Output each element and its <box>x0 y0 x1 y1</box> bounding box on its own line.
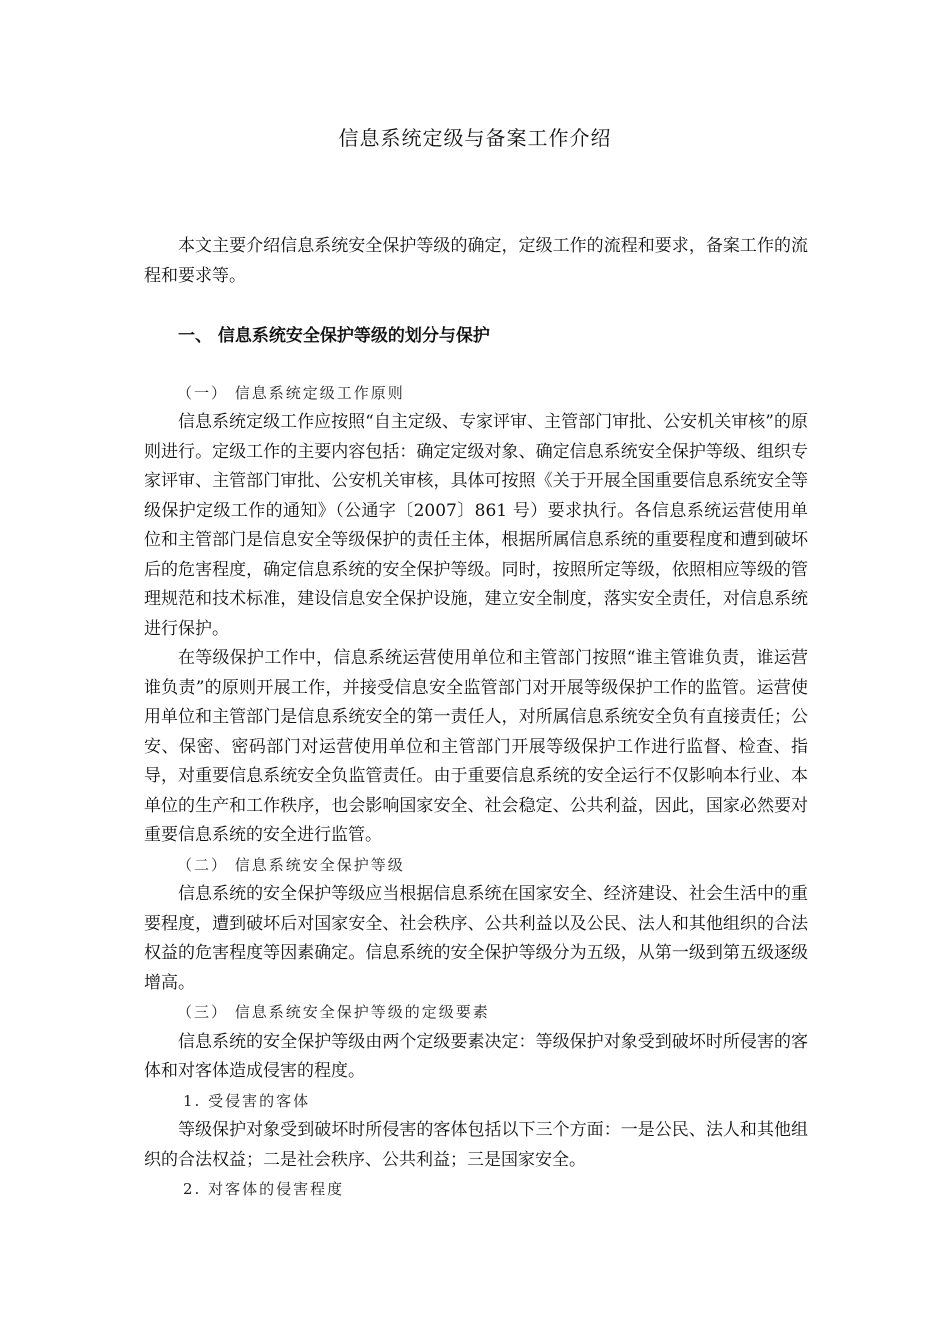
intro-paragraph: 本文主要介绍信息系统安全保护等级的确定，定级工作的流程和要求，备案工作的流程和要求等。 <box>144 236 808 286</box>
subsection-heading-1: （一） 信息系统定级工作原则 <box>177 383 405 402</box>
paragraph: 等级保护对象受到破坏时所侵害的客体包括以下三个方面：一是公民、法人和其他组织的合法权益；二是社会秩序、公共利益；三是国家安全。 <box>144 1120 808 1170</box>
document-title: 信息系统定级与备案工作介绍 <box>338 126 612 150</box>
subsection-heading-2: （二） 信息系统安全保护等级 <box>177 855 405 874</box>
paragraph: 信息系统定级工作应按照“自主定级、专家评审、主管部门审批、公安机关审核”的原则进行。定级工作的主要内容包括：确定定级对象、确定信息系统安全保护等级、组织专家评审、主管部门审批、公安机关审核，具体可按照《关于开展全国重要信息系统安全等级保护定级工作的通知》（公通字〔2007〕861 号）要求执行。各信息系统运营使用单位和主管部门是信息安全等级保护的责任主体，根据所属信息系统的重要程度和遭到破坏后的危害程度，确定信息系统的安全保护等级。同时，按照所定等级，依照相应等级的管理规范和技术标准，建设信息安全保护设施，建立安全制度，落实安全责任，对信息系统进行保护。 <box>144 412 808 639</box>
document-body <box>144 232 808 1205</box>
section-heading-1: 一、 信息系统安全保护等级的划分与保护 <box>178 326 490 346</box>
paragraph: 信息系统的安全保护等级由两个定级要素决定：等级保护对象受到破坏时所侵害的客体和对客体造成侵害的程度。 <box>144 1031 808 1081</box>
item-heading-2: 2. 对客体的侵害程度 <box>183 1180 345 1198</box>
item-heading-1: 1. 受侵害的客体 <box>183 1091 311 1110</box>
paragraph: 在等级保护工作中，信息系统运营使用单位和主管部门按照“谁主管谁负责，谁运营谁负责”的原则开展工作，并接受信息安全监管部门对开展等级保护工作的监管。运营使用单位和主管部门是信息系统安全的第一责任人，对所属信息系统安全负有直接责任；公安、保密、密码部门对运营使用单位和主管部门开展等级保护工作进行监督、检查、指导，对重要信息系统安全负监管责任。由于重要信息系统的安全运行不仅影响本行业、本单位的生产和工作秩序，也会影响国家安全、社会稳定、公共利益，因此，国家必然要对重要信息系统的安全进行监管。 <box>144 648 808 845</box>
subsection-heading-3: （三） 信息系统安全保护等级的定级要素 <box>177 1003 490 1021</box>
paragraph: 信息系统的安全保护等级应当根据信息系统在国家安全、经济建设、社会生活中的重要程度，遭到破坏后对国家安全、社会秩序、公共利益以及公民、法人和其他组织的合法权益的危害程度等因素确定。信息系统的安全保护等级分为五级，从第一级到第五级逐级增高。 <box>144 884 808 993</box>
